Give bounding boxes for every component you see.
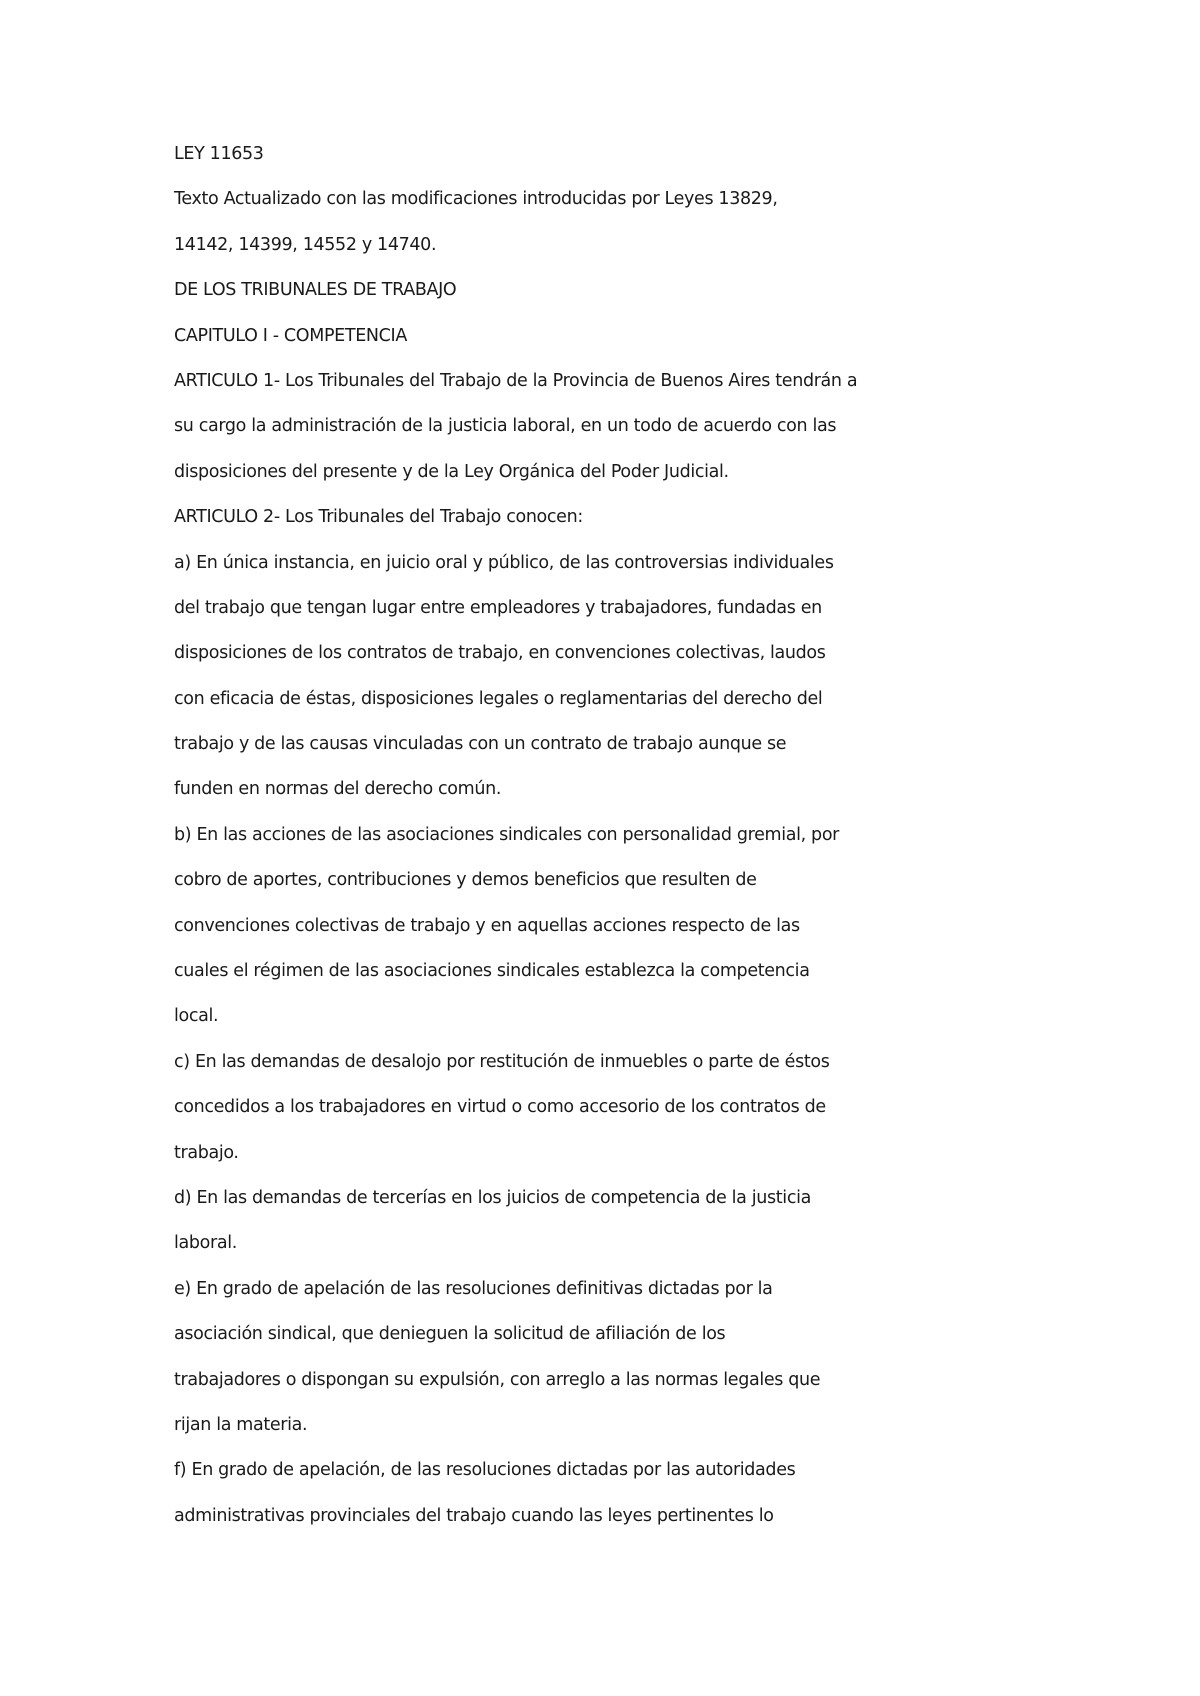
section-heading: DE LOS TRIBUNALES DE TRABAJO — [174, 280, 457, 301]
paragraph-line: concedidos a los trabajadores en virtud o como accesorio de los contratos de — [174, 1097, 826, 1118]
chapter-heading: CAPITULO I - COMPETENCIA — [174, 325, 407, 346]
article-line: ARTICULO 1- Los Tribunales del Trabajo de la Provincia de Buenos Aires tendrán a — [174, 370, 858, 391]
law-title: LEY 11653 — [174, 144, 264, 164]
paragraph-line: cobro de aportes, contribuciones y demos beneficios que resulten de — [174, 870, 757, 891]
paragraph-line: administrativas provinciales del trabajo cuando las leyes pertinentes lo — [174, 1505, 774, 1526]
paragraph-line: con eficacia de éstas, disposiciones legales o reglamentarias del derecho del — [174, 688, 823, 709]
article-line: ARTICULO 2- Los Tribunales del Trabajo conocen: — [174, 507, 583, 528]
paragraph-line: d) En las demandas de tercerías en los juicios de competencia de la justicia — [174, 1187, 811, 1208]
paragraph-line: laboral. — [174, 1233, 237, 1254]
article-line: su cargo la administración de la justicia laboral, en un todo de acuerdo con las — [174, 416, 837, 437]
paragraph-line: f) En grado de apelación, de las resoluciones dictadas por las autoridades — [174, 1460, 796, 1481]
paragraph-line: cuales el régimen de las asociaciones sindicales establezca la competencia — [174, 961, 810, 982]
paragraph-line: trabajadores o dispongan su expulsión, con arreglo a las normas legales que — [174, 1369, 821, 1390]
paragraph-line: local. — [174, 1006, 219, 1027]
paragraph-line: c) En las demandas de desalojo por restitución de inmuebles o parte de éstos — [174, 1051, 830, 1072]
paragraph-line: trabajo y de las causas vinculadas con un contrato de trabajo aunque se — [174, 734, 787, 755]
paragraph-line: del trabajo que tengan lugar entre empleadores y trabajadores, fundadas en — [174, 597, 822, 618]
paragraph-line: asociación sindical, que denieguen la solicitud de afiliación de los — [174, 1324, 726, 1345]
article-line: disposiciones del presente y de la Ley Orgánica del Poder Judicial. — [174, 461, 729, 482]
paragraph-line: convenciones colectivas de trabajo y en aquellas acciones respecto de las — [174, 915, 800, 936]
paragraph-line: e) En grado de apelación de las resoluciones definitivas dictadas por la — [174, 1278, 773, 1299]
paragraph-line: a) En única instancia, en juicio oral y público, de las controversias individuales — [174, 552, 834, 573]
subtitle-line: 14142, 14399, 14552 y 14740. — [174, 234, 437, 255]
paragraph-line: rijan la materia. — [174, 1414, 308, 1435]
paragraph-line: trabajo. — [174, 1142, 239, 1163]
paragraph-line: disposiciones de los contratos de trabajo, en convenciones colectivas, laudos — [174, 643, 826, 664]
paragraph-line: funden en normas del derecho común. — [174, 779, 502, 800]
paragraph-line: b) En las acciones de las asociaciones sindicales con personalidad gremial, por — [174, 824, 840, 845]
subtitle-line: Texto Actualizado con las modificaciones introducidas por Leyes 13829, — [174, 189, 778, 210]
document-body — [174, 143, 1074, 1550]
